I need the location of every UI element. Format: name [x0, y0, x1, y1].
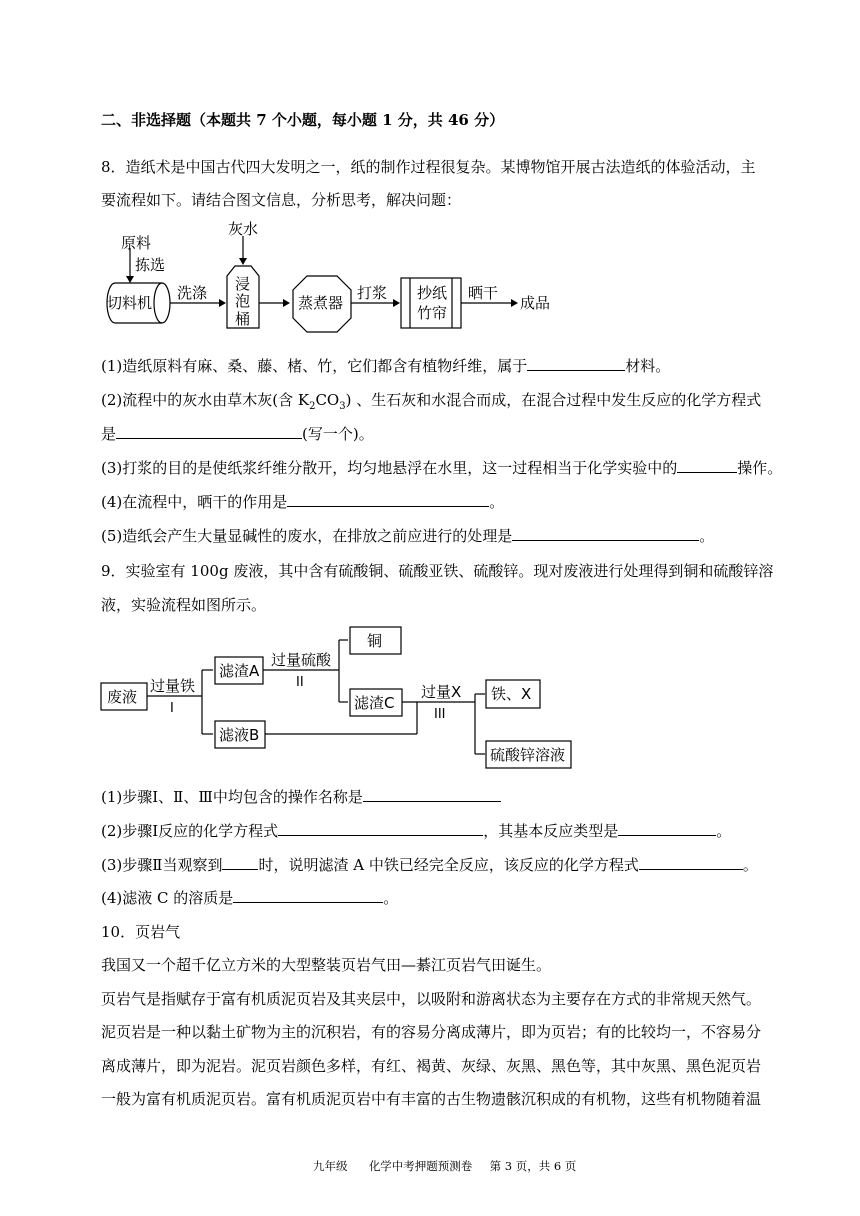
flow-dry-label: 晒干: [468, 284, 499, 302]
q8-part-1-end: 材料。: [625, 357, 671, 375]
flow-step2-label: II: [296, 675, 304, 690]
papermaking-flowchart: [95, 218, 565, 343]
answer-blank[interactable]: [233, 888, 383, 903]
q10-paragraph-line-4: 离成薄片，即为泥岩。泥页岩颜色多样，有红、褐黄、灰绿、灰黑、黑色等，其中灰黑、黑色泥页岩: [101, 1057, 762, 1075]
q9-part-4-text: (4)滤液 C 的溶质是: [101, 889, 234, 907]
subscript: 3: [339, 401, 346, 412]
answer-blank[interactable]: [363, 787, 501, 802]
flow-wash-label: 洗涤: [177, 284, 208, 302]
q9-part-3: [101, 855, 758, 875]
q9-part-1: [101, 787, 501, 807]
q9-part-3-text: (3)步骤Ⅱ当观察到: [101, 856, 223, 874]
flow-screen-label-1: 抄纸: [417, 284, 448, 302]
answer-blank[interactable]: [222, 855, 258, 870]
q8-part-2-cont: [101, 424, 374, 444]
flow-fe-x-label: 铁、X: [491, 685, 532, 703]
q8-part-3-text: (3)打浆的目的是使纸浆纤维分散开，均匀地悬浮在水里，这一过程相当于化学实验中的: [101, 459, 678, 477]
answer-blank[interactable]: [512, 526, 699, 541]
q9-part-2-end: 。: [716, 822, 732, 840]
answer-blank[interactable]: [527, 356, 625, 371]
q8-part-2-text-d: 是: [101, 425, 117, 443]
q8-part-5-end: 。: [699, 527, 715, 545]
flow-soak-label-2: 泡: [235, 292, 251, 310]
q9-intro-line-2: 液，实验流程如图所示。: [101, 596, 267, 614]
flow-step1-label: I: [170, 701, 174, 716]
q8-part-4-end: 。: [489, 493, 505, 511]
subscript: 2: [309, 401, 316, 412]
flow-select-label: 拣选: [135, 256, 166, 274]
flow-cooker-label: 蒸煮器: [298, 294, 344, 312]
q8-part-1-text: (1)造纸原料有麻、桑、藤、楮、竹，它们都含有植物纤维，属于: [101, 357, 528, 375]
q9-part-3-text-b: 时，说明滤渣 A 中铁已经完全反应，该反应的化学方程式: [258, 856, 639, 874]
q8-part-2-end: (写一个)。: [302, 425, 374, 443]
answer-blank[interactable]: [278, 821, 483, 836]
q9-part-2-text: (2)步骤Ⅰ反应的化学方程式: [101, 822, 279, 840]
flow-soak-label-1: 浸: [235, 275, 251, 293]
q8-part-2: [101, 390, 761, 417]
flow-waste-label: 废液: [107, 688, 138, 706]
q8-part-5: [101, 526, 714, 546]
q8-part-1: [101, 356, 670, 376]
q8-part-5-text: (5)造纸会产生大量显碱性的废水，在排放之前应进行的处理是: [101, 527, 513, 545]
footer-grade: 九年级: [313, 1159, 348, 1173]
footer-page-number: 第 3 页，共 6 页: [489, 1159, 577, 1173]
footer-title: 化学中考押题预测卷: [368, 1159, 473, 1173]
q9-part-1-text: (1)步骤Ⅰ、Ⅱ、Ⅲ中均包含的操作名称是: [101, 788, 363, 806]
q8-intro-line-2: 要流程如下。请结合图文信息，分析思考，解决问题：: [101, 191, 462, 209]
flow-excess-fe-label: 过量铁: [150, 677, 196, 695]
flow-step3-label: III: [434, 707, 446, 722]
answer-blank[interactable]: [618, 821, 716, 836]
flow-screen-label-2: 竹帘: [417, 304, 448, 322]
flow-residue-c-label: 滤渣C: [354, 694, 395, 712]
page-footer: [313, 1158, 576, 1174]
flow-copper-label: 铜: [367, 632, 383, 650]
answer-blank[interactable]: [116, 424, 302, 439]
q9-part-2: [101, 821, 731, 841]
q9-part-4-end: 。: [383, 889, 399, 907]
answer-blank[interactable]: [677, 458, 737, 473]
q8-part-4: [101, 492, 504, 512]
q10-paragraph-line-1: 我国又一个超千亿立方米的大型整装页岩气田—綦江页岩气田诞生。: [101, 956, 552, 974]
flow-soak-label-3: 桶: [235, 310, 251, 328]
q8-part-3-end: 操作。: [737, 459, 783, 477]
q8-intro-line-1: 8．造纸术是中国古代四大发明之一，纸的制作过程很复杂。某博物馆开展古法造纸的体验活动，主: [101, 158, 756, 176]
flow-excess-acid-label: 过量硫酸: [271, 651, 332, 669]
flow-beat-label: 打浆: [357, 284, 388, 302]
q8-part-3: [101, 458, 782, 478]
flow-filtrate-b-label: 滤液B: [219, 726, 260, 744]
q8-part-2-text-c: ) 、生石灰和水混合而成，在混合过程中发生反应的化学方程式: [345, 391, 762, 409]
q10-paragraph-line-5: 一般为富有机质泥页岩。富有机质泥页岩中有丰富的古生物遗骸沉积成的有机物，这些有机物随着温: [101, 1090, 762, 1108]
q9-part-3-end: 。: [742, 856, 758, 874]
q9-part-4: [101, 888, 398, 908]
flow-product-label: 成品: [520, 294, 551, 312]
flow-residue-a-label: 滤渣A: [219, 662, 260, 680]
waste-treatment-flowchart: [95, 620, 585, 780]
answer-blank[interactable]: [639, 855, 743, 870]
flow-lime-label: 灰水: [228, 220, 259, 238]
answer-blank[interactable]: [287, 492, 489, 507]
q8-part-2-text-b: CO: [315, 391, 340, 409]
q9-intro-line-1: 9．实验室有 100g 废液，其中含有硫酸铜、硫酸亚铁、硫酸锌。现对废液进行处理得到铜和硫酸锌溶: [101, 562, 774, 580]
q10-paragraph-line-3: 泥页岩是一种以黏土矿物为主的沉积岩，有的容易分离成薄片，即为页岩；有的比较均一，不容易分: [101, 1023, 762, 1041]
q8-part-4-text: (4)在流程中，晒干的作用是: [101, 493, 288, 511]
flow-znso4-label: 硫酸锌溶液: [490, 746, 566, 764]
flow-cutter-label: 切料机: [107, 294, 153, 312]
flow-raw-label: 原料: [121, 234, 152, 252]
q9-part-2-text-b: ，其基本反应类型是: [483, 822, 619, 840]
flow-excess-x-label: 过量X: [421, 683, 462, 701]
section-heading: 二、非选择题（本题共 7 个小题，每小题 1 分，共 46 分）: [101, 111, 505, 129]
q8-part-2-text: (2)流程中的灰水由草木灰(含 K: [101, 391, 310, 409]
q10-paragraph-line-2: 页岩气是指赋存于富有机质泥页岩及其夹层中，以吸附和游离状态为主要存在方式的非常规天然气。: [101, 990, 762, 1008]
q10-title: 10．页岩气: [101, 923, 181, 941]
